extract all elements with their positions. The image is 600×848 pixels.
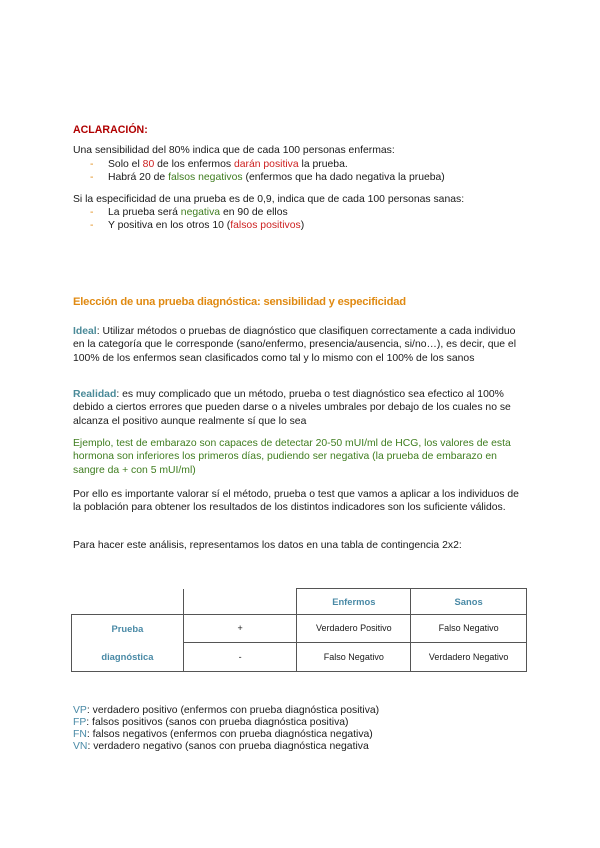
legend-text: : falsos positivos (sanos con prueba diagnóstica positiva) (86, 717, 349, 728)
bullet-dash: - (90, 220, 94, 231)
table-row (72, 615, 527, 643)
legend-abbr: VP (73, 705, 87, 716)
legend-text: : verdadero negativo (sanos con prueba diagnóstica negativa (87, 741, 369, 752)
analysis-sentence: Para hacer este análisis, representamos los datos en una tabla de contingencia 2x2: (73, 540, 462, 551)
legend-vn (73, 740, 369, 753)
text-segment: (enfermos que ha dado negativa la prueba) (242, 172, 445, 183)
example-paragraph: Ejemplo, test de embarazo son capaces de detectar 20-50 mUI/ml de HCG, los valores de esta hormona son inferiores los primeros días, pudiendo ser negativa (la prueba de embarazo en sangre da + con 5 mUI/ml) (73, 438, 511, 476)
empty-cell (183, 589, 297, 615)
ideal-text: : Utilizar métodos o pruebas de diagnóstico que clasifiquen correctamente a cada individuo en la categoría que le corresponde (sano/enfermo, presencia/ausencia, si/no…), es decir, que el 100% de los enfermos sean clasificados como tal y lo mismo con el 100% de los sanos (73, 326, 517, 364)
specificity-item-1 (90, 206, 288, 219)
highlight-text: falsos positivos (230, 220, 301, 231)
text-segment: ) (300, 220, 305, 231)
cell-vn: Verdadero Negativo (411, 642, 527, 671)
sensitivity-intro: Una sensibilidad del 80% indica que de cada 100 personas enfermas: (73, 145, 395, 156)
contingency-table (71, 588, 527, 672)
reality-paragraph (73, 388, 528, 428)
legend-abbr: FN (73, 729, 87, 740)
reality-label: Realidad (73, 389, 117, 400)
cell-fn-2: Falso Negativo (297, 642, 411, 671)
text-segment: en 90 de ellos (220, 207, 288, 218)
cell-vp: Verdadero Positivo (297, 615, 411, 643)
row-sign-negative: - (183, 642, 297, 671)
text-segment: Y positiva en los otros 10 ( (108, 220, 231, 231)
legend-text: : verdadero positivo (enfermos con prueba diagnóstica positiva) (86, 705, 380, 716)
row-label (72, 615, 184, 672)
clarification-title: ACLARACIÓN: (73, 124, 148, 136)
text-segment: Habrá 20 de (108, 172, 169, 183)
text-segment: Solo el (108, 159, 143, 170)
importance-paragraph: Por ello es importante valorar sí el método, prueba o test que vamos a aplicar a los individuos de la población para obtener los resultados de los distintos indicadores son los suficiente válidos. (73, 489, 519, 514)
text-segment: la prueba. (298, 159, 348, 170)
legend-abbr: FP (73, 717, 87, 728)
empty-cell (72, 589, 184, 615)
bullet-dash: - (90, 207, 94, 218)
bullet-dash: - (90, 159, 94, 170)
row-label-line1: Prueba (111, 623, 144, 634)
header-sanos: Sanos (411, 589, 527, 615)
legend-text: : falsos negativos (enfermos con prueba diagnóstica negativa) (86, 729, 373, 740)
specificity-intro: Si la especificidad de una prueba es de 0,9, indica que de cada 100 personas sanas: (73, 194, 465, 205)
highlight-text: darán positiva (233, 159, 299, 170)
sensitivity-item-2 (90, 171, 445, 184)
highlight-text: falsos negativos (168, 172, 243, 183)
highlight-text: negativa (180, 207, 221, 218)
section-title: Elección de una prueba diagnóstica: sensibilidad y especificidad (73, 296, 406, 308)
table-header-row (72, 589, 527, 615)
ideal-paragraph (73, 325, 528, 365)
reality-text: : es muy complicado que un método, prueba o test diagnóstico sea efectico al 100% debido a ciertos errores que pueden darse o a niveles umbrales por debajo de los cuales no se alcanza el positivo aunque realmente sí que lo sea (73, 389, 511, 427)
row-sign-positive: + (183, 615, 297, 643)
specificity-item-2 (90, 219, 304, 232)
sensitivity-item-1 (90, 158, 348, 171)
bullet-dash: - (90, 172, 94, 183)
cell-fn: Falso Negativo (411, 615, 527, 643)
highlight-number: 80 (142, 159, 155, 170)
legend-abbr: VN (73, 741, 88, 752)
ideal-label: Ideal (73, 326, 97, 337)
text-segment: de los enfermos (154, 159, 234, 170)
header-enfermos: Enfermos (297, 589, 411, 615)
text-segment: La prueba será (108, 207, 181, 218)
row-label-line2: diagnóstica (101, 651, 154, 662)
